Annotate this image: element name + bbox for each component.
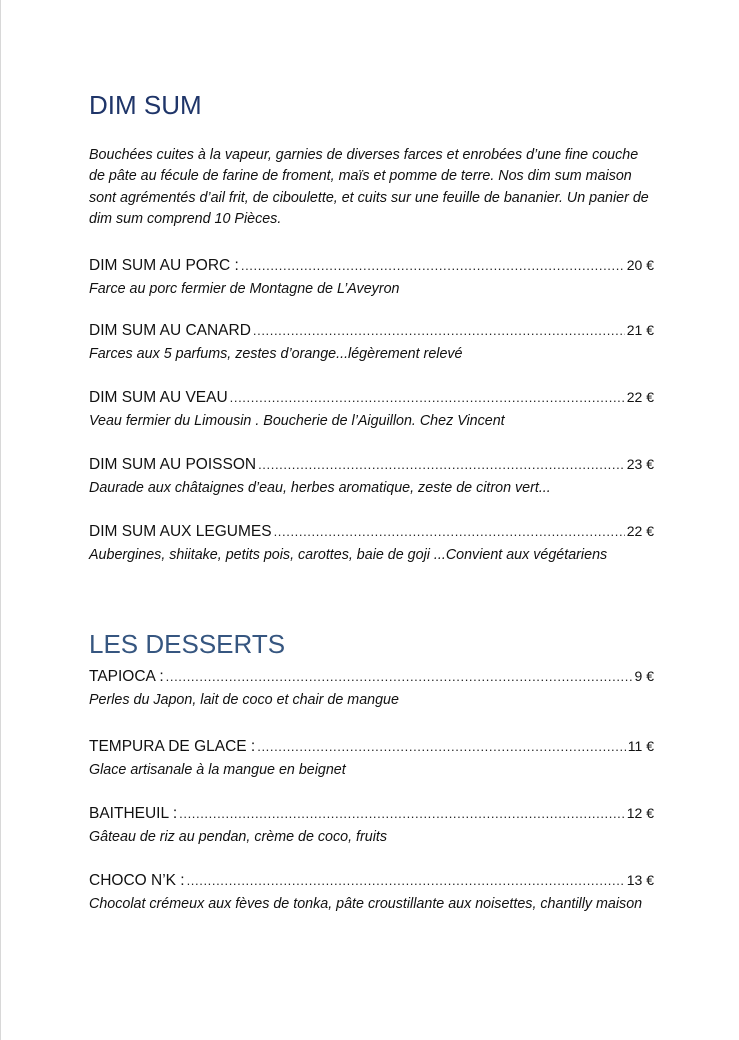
menu-item-dimsum-canard	[89, 320, 654, 365]
item-name: DIM SUM AU POISSON	[89, 456, 257, 473]
item-description: Veau fermier du Limousin . Boucherie de l’Aiguillon. Chez Vincent	[89, 413, 505, 429]
item-price: 22 €	[626, 523, 654, 539]
item-price: 23 €	[626, 456, 654, 472]
dimsum-intro: Bouchées cuites à la vapeur, garnies de diverses farces et enrobées d’une fine couche de pâte au fécule de farine de froment, maïs et pomme de terre. Nos dim sum maison sont agrémentés d’ail frit, de ciboulette, et cuits sur une feuille de bananier. Un panier de dim sum comprend 10 Pièces.	[89, 147, 649, 227]
menu-item-dimsum-legumes	[89, 521, 654, 566]
item-description: Farce au porc fermier de Montagne de L’Aveyron	[89, 281, 400, 297]
menu-item-tempura-de-glace	[89, 736, 654, 781]
item-name: DIM SUM AU PORC :	[89, 257, 239, 274]
item-description: Farces aux 5 parfums, zestes d’orange...légèrement relevé	[89, 346, 463, 362]
item-description: Glace artisanale à la mangue en beignet	[89, 762, 346, 778]
dot-leader	[241, 256, 625, 276]
item-price: 12 €	[626, 805, 654, 821]
item-price: 21 €	[626, 322, 654, 338]
dot-leader	[253, 321, 625, 341]
menu-item-dimsum-veau	[89, 387, 654, 432]
item-description: Chocolat crémeux aux fèves de tonka, pâte croustillante aux noisettes, chantilly maison	[89, 896, 643, 912]
item-price: 22 €	[626, 389, 654, 405]
dot-leader	[274, 522, 625, 542]
dot-leader	[230, 388, 625, 408]
item-name: TEMPURA DE GLACE :	[89, 738, 256, 755]
item-description: Daurade aux châtaignes d’eau, herbes aromatique, zeste de citron vert...	[89, 480, 551, 496]
item-name: DIM SUM AUX LEGUMES	[89, 523, 272, 540]
item-description: Aubergines, shiitake, petits pois, carottes, baie de goji ...Convient aux végétariens	[89, 547, 608, 563]
item-name: CHOCO N’K :	[89, 872, 185, 889]
dimsum-title: DIM SUM	[89, 90, 202, 120]
dot-leader	[179, 804, 625, 824]
item-price: 11 €	[627, 738, 654, 754]
menu-item-dimsum-porc	[89, 255, 654, 300]
menu-item-tapioca	[89, 666, 654, 711]
dot-leader	[166, 667, 633, 687]
item-name: DIM SUM AU VEAU	[89, 389, 228, 406]
item-name: DIM SUM AU CANARD	[89, 322, 251, 339]
item-name: TAPIOCA :	[89, 668, 164, 685]
dot-leader	[258, 455, 625, 475]
item-price: 13 €	[626, 872, 654, 888]
item-description: Perles du Japon, lait de coco et chair de mangue	[89, 692, 399, 708]
menu-item-dimsum-poisson	[89, 454, 654, 499]
item-price: 20 €	[626, 257, 654, 273]
dot-leader	[187, 871, 625, 891]
item-description: Gâteau de riz au pendan, crème de coco, fruits	[89, 829, 388, 845]
item-name: BAITHEUIL :	[89, 805, 178, 822]
item-price: 9 €	[634, 668, 654, 684]
dot-leader	[257, 737, 626, 757]
menu-item-choco-nk	[89, 870, 654, 915]
menu-item-baitheuil	[89, 803, 654, 848]
desserts-title: LES DESSERTS	[89, 629, 286, 659]
page-edge	[0, 0, 1, 1040]
